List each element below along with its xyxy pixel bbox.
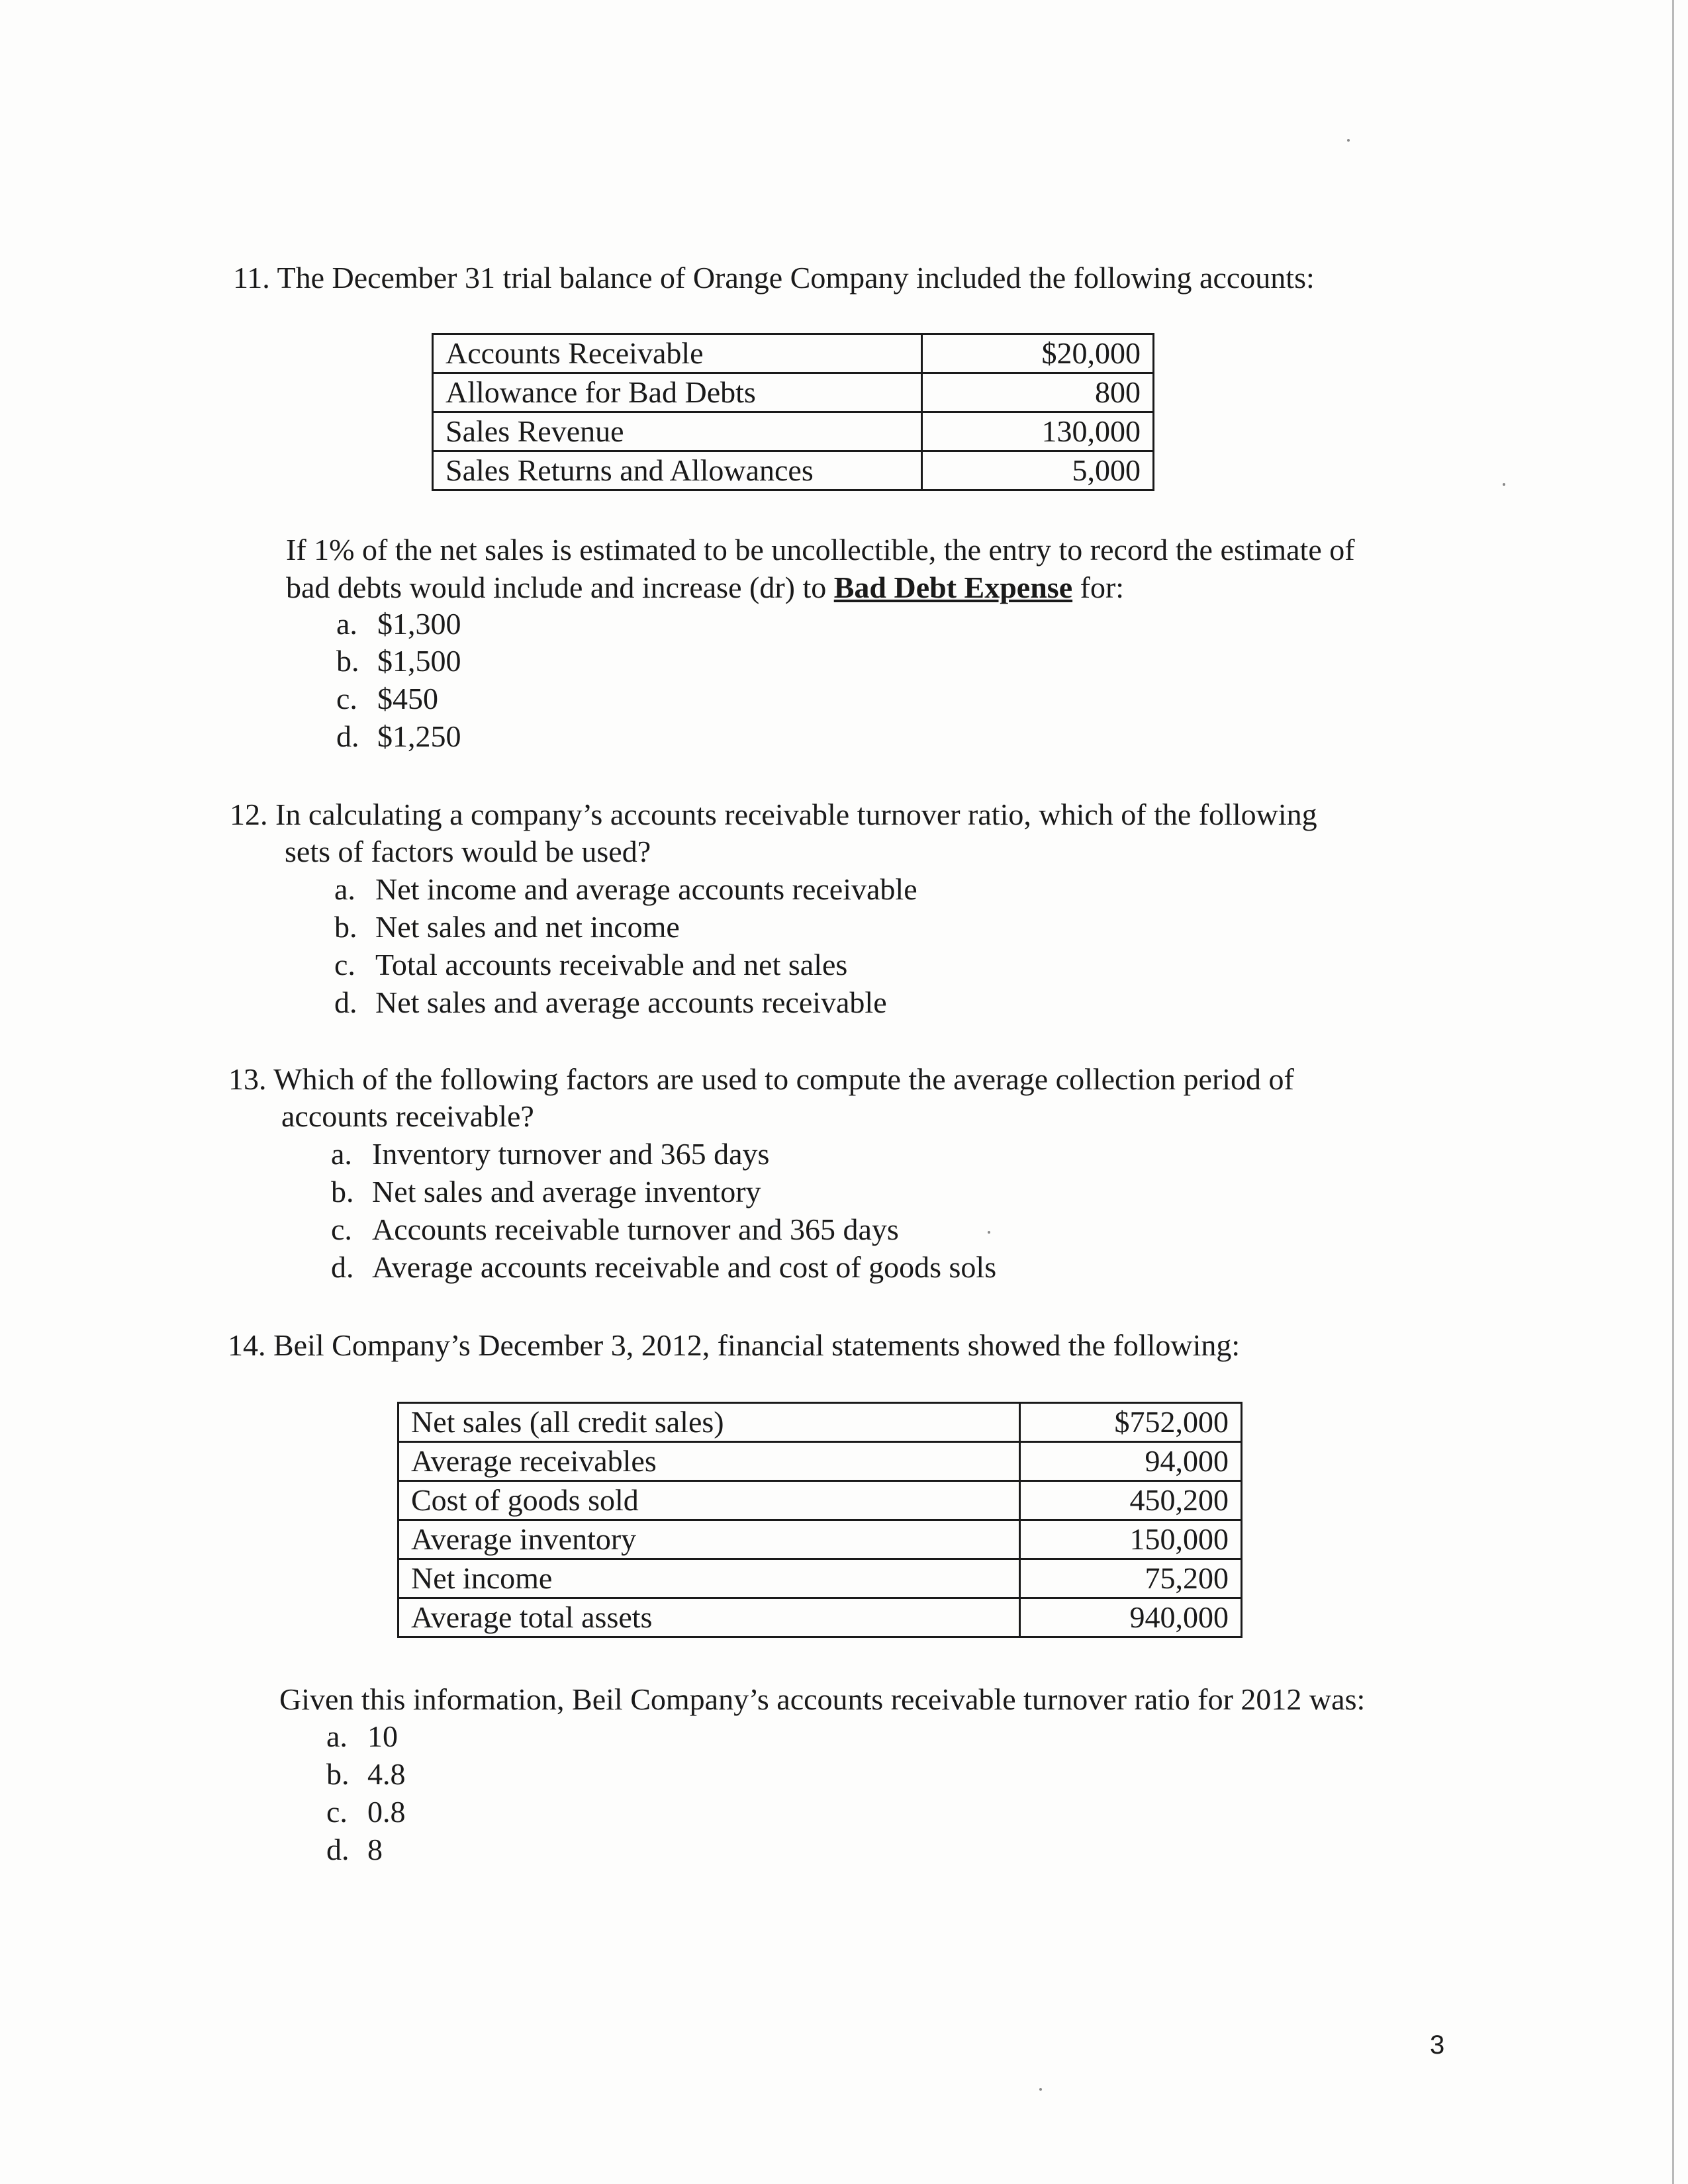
statement-item: Net sales (all credit sales) [399,1403,1020,1442]
q12-option-b [334,909,680,946]
option-text: Net income and average accounts receivable [375,872,917,906]
question-12-prompt-line2: sets of factors would be used? [285,835,651,868]
option-text: Accounts receivable turnover and 365 days [372,1212,899,1246]
option-letter: d. [336,719,359,753]
scan-speck [1503,483,1505,486]
option-text: 0.8 [367,1795,406,1829]
q12-option-c [334,946,847,983]
table-row [433,412,1154,451]
account-name: Sales Returns and Allowances [433,451,922,490]
statement-item: Cost of goods sold [399,1481,1020,1520]
q13-option-b [331,1173,761,1210]
option-letter: d. [334,985,357,1019]
q11-option-b [336,643,461,680]
option-text: 4.8 [367,1757,406,1791]
q13-option-a [331,1136,769,1173]
option-letter: a. [336,607,357,641]
statement-amount: 940,000 [1020,1598,1242,1637]
table-row [399,1598,1242,1637]
question-11-text: The December 31 trial balance of Orange Company included the following accounts: [277,261,1315,295]
question-14-number: 14. [228,1328,266,1362]
option-text: 10 [367,1719,398,1753]
account-amount: $20,000 [922,334,1154,373]
option-letter: b. [331,1175,354,1208]
option-letter: c. [331,1212,352,1246]
option-letter: a. [326,1719,348,1753]
option-letter: b. [326,1757,350,1791]
option-text: $1,500 [377,644,461,678]
q14-option-d [326,1831,383,1868]
account-amount: 5,000 [922,451,1154,490]
option-letter: c. [336,682,357,715]
question-12-number: 12. [230,797,268,831]
account-name: Accounts Receivable [433,334,922,373]
question-11-followup-line1: If 1% of the net sales is estimated to be uncollectible, the entry to record the estimate of [286,533,1355,567]
question-11-prompt [233,259,1315,296]
q14-option-c [326,1794,406,1831]
option-text: $1,250 [377,719,461,753]
question-14-text: Beil Company’s December 3, 2012, financial statements showed the following: [273,1328,1241,1362]
option-text: Total accounts receivable and net sales [375,948,848,981]
option-letter: b. [336,644,359,678]
option-text: Net sales and average accounts receivable [375,985,887,1019]
option-letter: b. [334,910,357,944]
q13-option-c [331,1211,899,1248]
account-amount: 130,000 [922,412,1154,451]
question-13-prompt-line1 [228,1061,1294,1098]
statement-amount: 75,200 [1020,1559,1242,1598]
statement-item: Net income [399,1559,1020,1598]
scan-speck [988,1231,990,1234]
followup-pre: bad debts would include and increase (dr) to [286,570,834,604]
followup-post: for: [1072,570,1125,604]
q11-trial-balance-table [432,333,1154,491]
option-letter: a. [331,1137,352,1171]
scan-speck [1039,2088,1042,2091]
option-letter: d. [326,1833,350,1866]
table-row [399,1520,1242,1559]
option-letter: c. [326,1795,348,1829]
table-row [433,451,1154,490]
statement-amount: 450,200 [1020,1481,1242,1520]
question-12-text: In calculating a company’s accounts receivable turnover ratio, which of the following [275,797,1317,831]
option-text: Average accounts receivable and cost of goods sols [372,1250,997,1284]
q11-option-a [336,606,461,643]
option-text: $450 [377,682,438,715]
option-letter: a. [334,872,355,906]
scan-speck [1347,139,1350,142]
account-name: Allowance for Bad Debts [433,373,922,412]
q11-option-c [336,680,438,717]
statement-item: Average inventory [399,1520,1020,1559]
page-number: 3 [1430,2030,1445,2060]
table-row [399,1403,1242,1442]
table-row [399,1481,1242,1520]
table-row [399,1559,1242,1598]
q13-option-d [331,1249,996,1286]
option-letter: d. [331,1250,354,1284]
q11-option-d [336,718,461,755]
q12-option-d [334,984,887,1021]
question-14-followup: Given this information, Beil Company’s accounts receivable turnover ratio for 2012 was: [279,1682,1366,1716]
statement-amount: 94,000 [1020,1442,1242,1481]
q14-financial-statement-table [397,1402,1243,1638]
scan-edge [1672,0,1674,2184]
option-text: Inventory turnover and 365 days [372,1137,770,1171]
table-row [433,334,1154,373]
option-letter: c. [334,948,355,981]
question-13-prompt-line2: accounts receivable? [281,1099,534,1133]
question-12-prompt-line1 [230,796,1317,833]
q12-option-a [334,871,917,908]
statement-amount: $752,000 [1020,1403,1242,1442]
q14-option-b [326,1756,406,1793]
option-text: Net sales and average inventory [372,1175,761,1208]
bad-debt-expense-emphasis: Bad Debt Expense [833,570,1073,604]
table-row [433,373,1154,412]
question-13-text: Which of the following factors are used to compute the average collection period of [273,1062,1294,1096]
q14-option-a [326,1718,398,1755]
statement-item: Average receivables [399,1442,1020,1481]
option-text: 8 [367,1833,383,1866]
question-11-number: 11. [233,261,270,295]
table-row [399,1442,1242,1481]
question-13-number: 13. [228,1062,267,1096]
statement-amount: 150,000 [1020,1520,1242,1559]
account-name: Sales Revenue [433,412,922,451]
question-11-followup-line2 [286,569,1124,606]
statement-item: Average total assets [399,1598,1020,1637]
account-amount: 800 [922,373,1154,412]
option-text: $1,300 [377,607,461,641]
question-14-prompt [228,1327,1240,1364]
option-text: Net sales and net income [375,910,680,944]
